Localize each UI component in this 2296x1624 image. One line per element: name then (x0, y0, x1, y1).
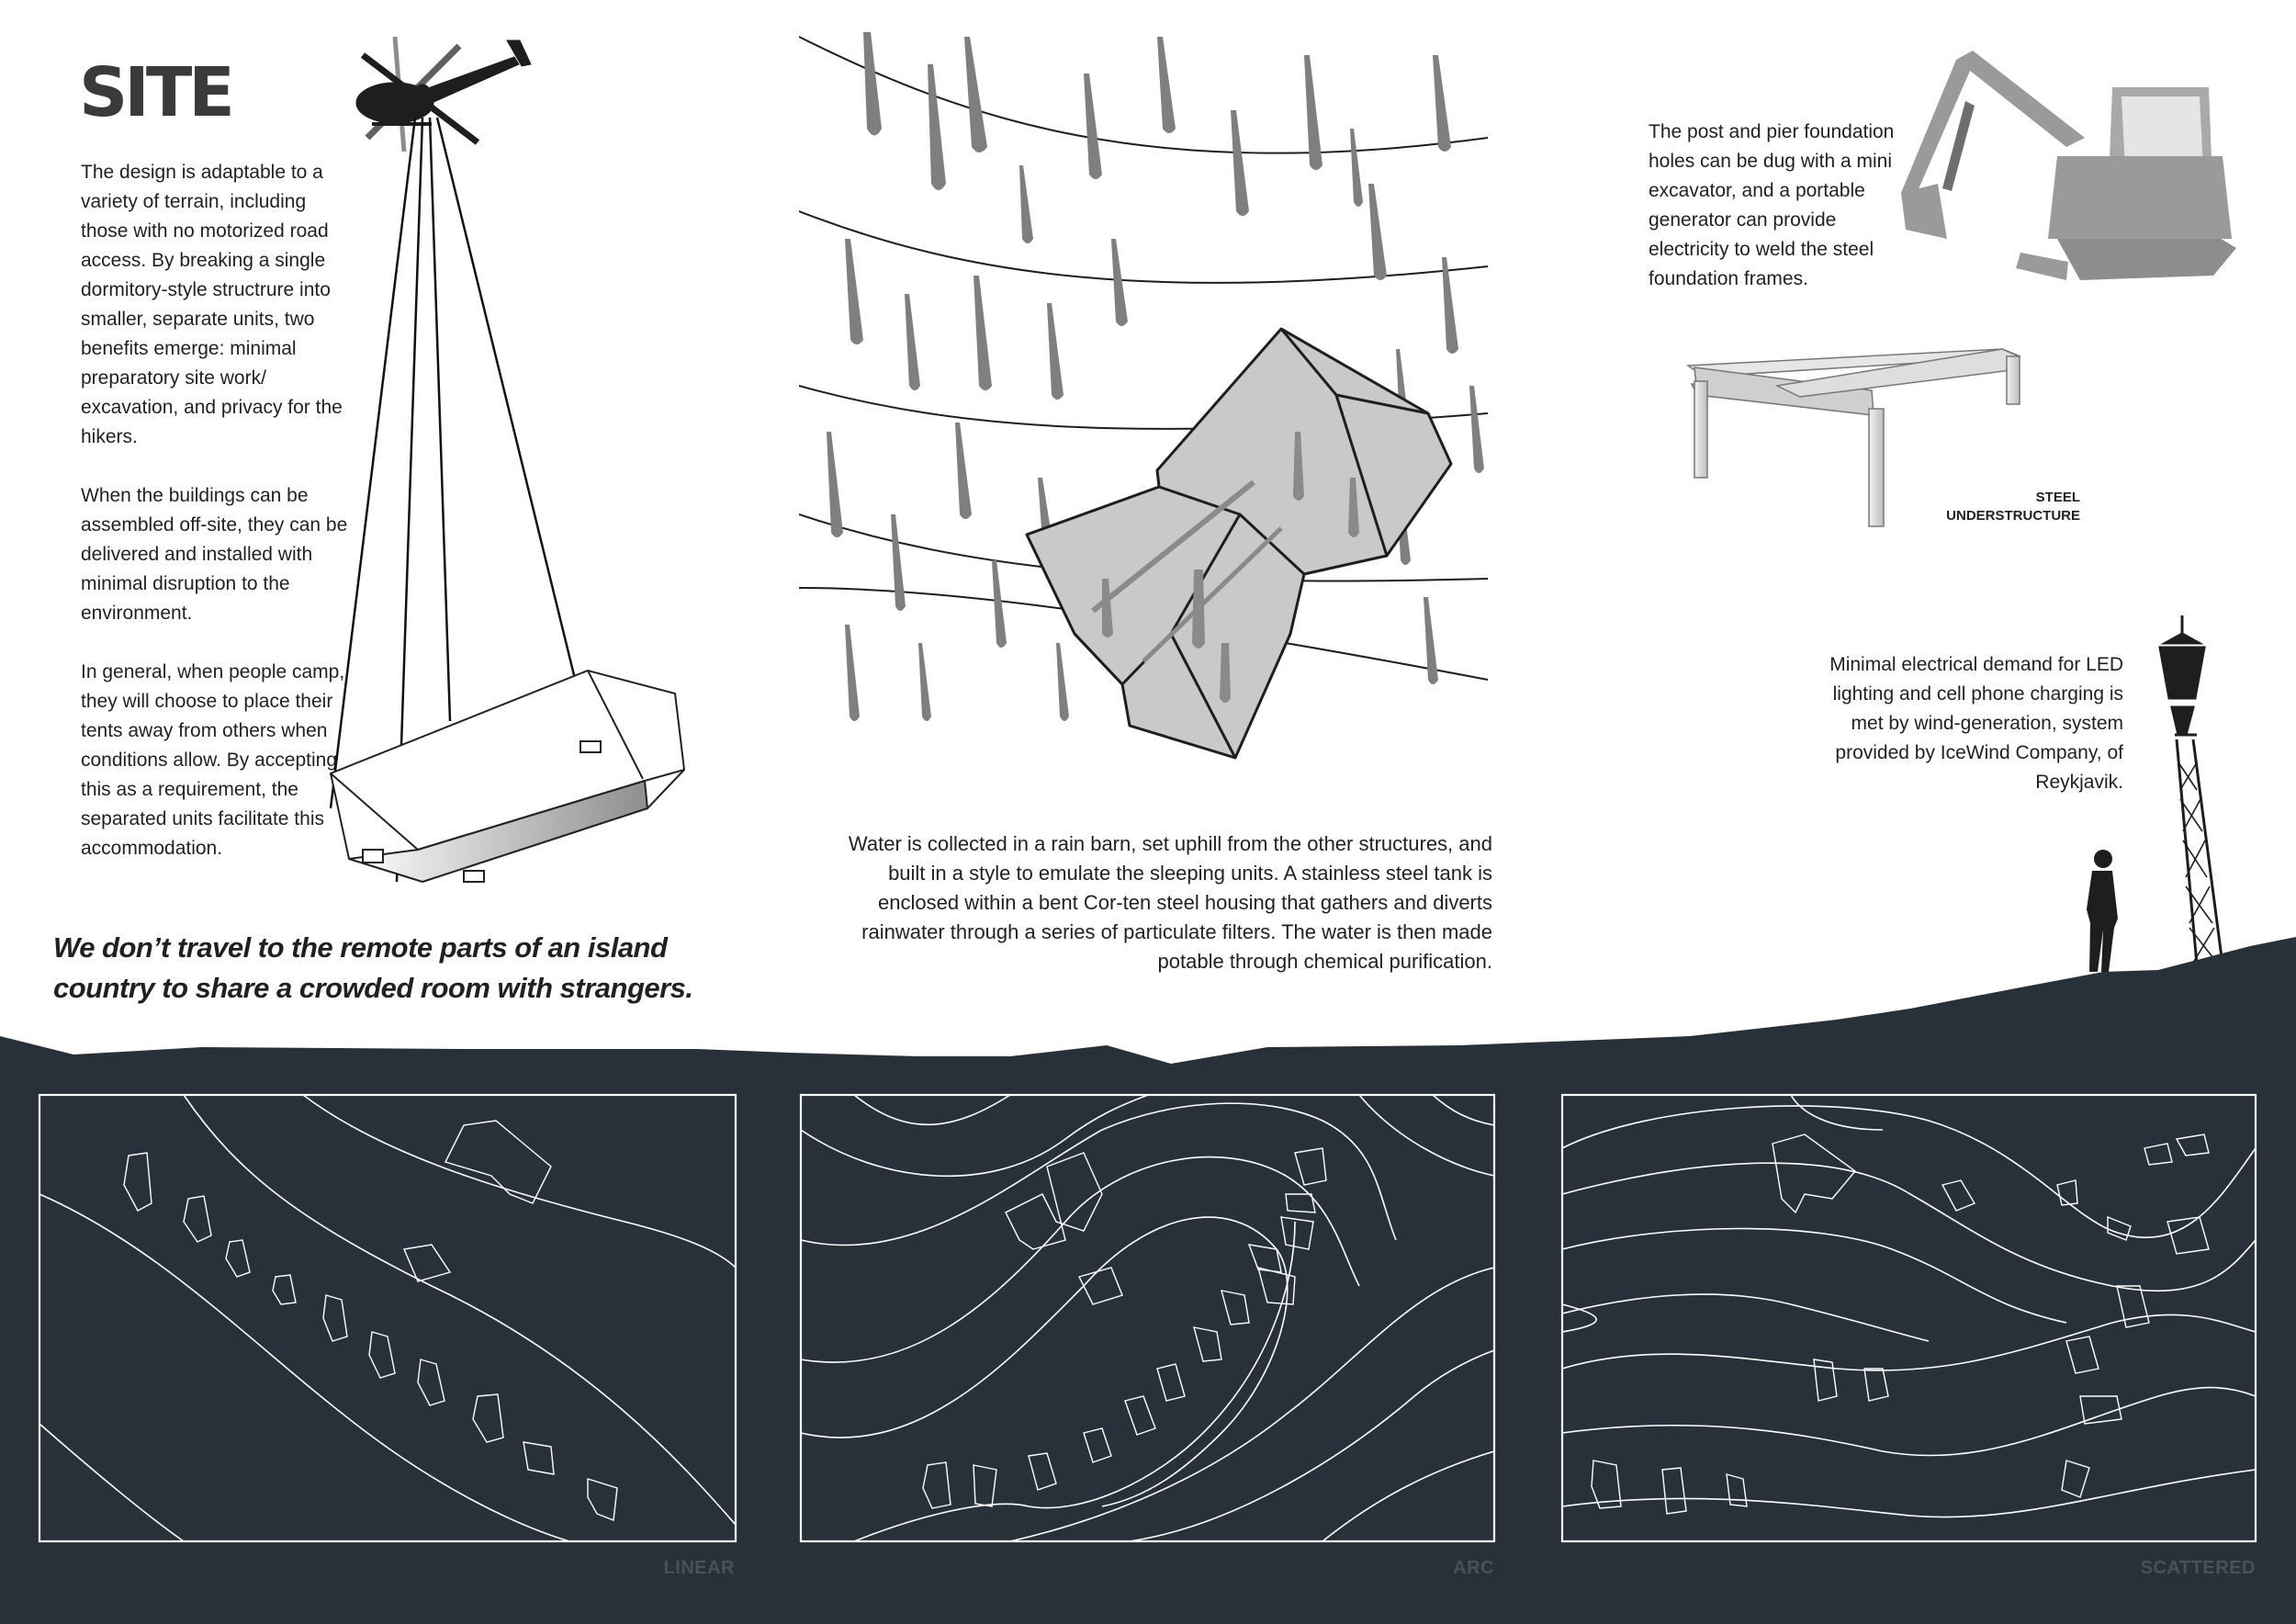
ground-band (0, 937, 2296, 1624)
intro-paragraph-3: In general, when people camp, they will choose to place their tents away from others when conditions allow. By accepting this as a requirement, the separated units facilitate this accommodation. (81, 661, 345, 859)
steel-label-line2: UNDERSTRUCTURE (1946, 508, 2080, 524)
panel-label-scattered: SCATTERED (2140, 1558, 2256, 1578)
helicopter-icon (356, 37, 531, 152)
excavator-caption: The post and pier foundation holes can be dug with a mini excavator, and a portable generator can provide electricity to weld the steel foundation frames. (1649, 121, 1895, 289)
rain-barn-caption: Water is collected in a rain barn, set uphill from the other structures, and built in a style to emulate the sleeping units. A stainless steel tank is enclosed within a bent Cor-ten steel housing that gathers and diverts rainwater through a series of particulate filters. The water is then made potable through chemical purification. (848, 832, 1492, 973)
panel-label-arc: ARC (1453, 1558, 1494, 1578)
steel-label-line1: STEEL (2035, 490, 2080, 505)
rain-barn (1027, 329, 1451, 758)
page-title: SITE (79, 53, 231, 132)
pull-quote: We don’t travel to the remote parts of an island country to share a crowded room with strangers. (53, 931, 693, 1004)
steel-understructure-label (1910, 489, 2080, 525)
wind-turbine-icon (2160, 615, 2223, 964)
rain-scene (799, 32, 1488, 808)
person-silhouette-icon (2087, 850, 2118, 972)
intro-paragraph-1: The design is adaptable to a variety of terrain, including those with no motorized road access. By breaking a single dormitory-style structrure into smaller, separate units, two benefits emerge: minimal preparatory site work/ excavation, and privacy for the hikers. (81, 162, 343, 447)
wind-caption: Minimal electrical demand for LED lighting and cell phone charging is met by wind-generation, system provided by IceWind Company, of Reykjavik. (1829, 654, 2123, 793)
hanging-unit (331, 671, 684, 882)
panel-label-linear: LINEAR (663, 1558, 735, 1578)
excavator-icon (1901, 51, 2236, 280)
intro-paragraph-2: When the buildings can be assembled off-site, they can be delivered and installed with minimal disruption to the environment. (81, 485, 348, 624)
